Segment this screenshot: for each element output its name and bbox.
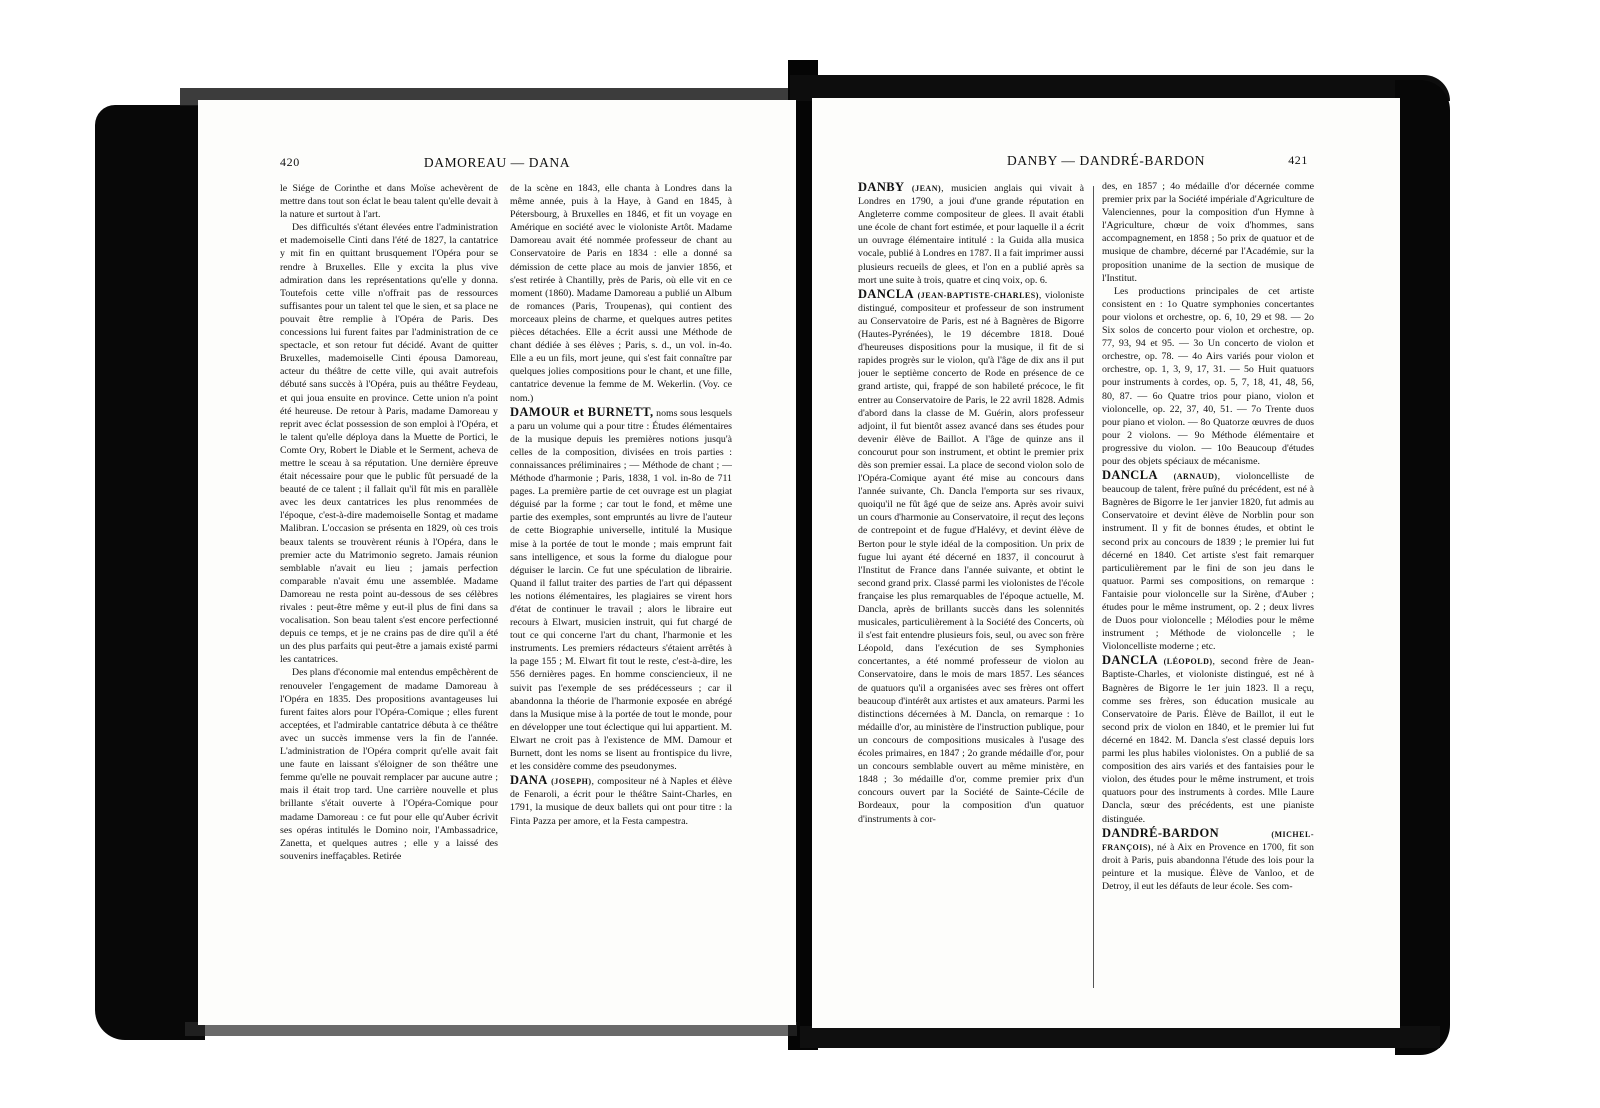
entry-body: , violoncelliste de beaucoup de talent, frère puîné du précédent, est né à Bagnères de Bigorre le 1er janvier 1820, fut admis au Conservatoire et devint élève de Norblin pour son instrument. Il y fit de bonnes études, et obtint le second prix au concours de 1839 ; le premier lui fut décerné en 1840. Cet artiste s'est fait remarquer particulièrement par le fini de son jeu dans le quatuor. Parmi ses compositions, on remarque : Fantaisie pour violoncelle sur la Sirène, d'Auber ; études pour le même instrument, op. 2 ; deux livres de Duos pour violoncelle ; Mélodies pour le même instrument ; Méthode de violoncelle ; le Violoncelliste moderne ; etc. xyxy=(1102,471,1314,653)
dictionary-entry xyxy=(1102,654,1314,825)
entry-headword: DAMOUR et BURNETT, xyxy=(510,404,654,419)
dictionary-entry xyxy=(1102,469,1314,653)
entry-headword: DANCLA xyxy=(858,286,914,301)
left-running-head xyxy=(198,155,796,173)
right-running-head xyxy=(812,153,1400,171)
entry-body: , musicien anglais qui vivait à Londres en 1790, a joui d'une grande réputation en Angleterre comme compositeur de glees. Il avait établi une école de chant fort estimée, et pour laquelle il a écrit un ouvrage élémentaire intitulé : la Guida alla musica vocale, publié à Londres en 1787. Il a fait imprimer aussi plusieurs recueils de glees, et l'on en a publié après sa mort une suite à trois, quatre et cinq voix, op. 6. xyxy=(858,183,1084,286)
left-page-column-2 xyxy=(510,182,732,1015)
dictionary-entry xyxy=(510,774,732,827)
right-page-number: 421 xyxy=(1288,153,1308,167)
left-page-number: 420 xyxy=(280,155,300,169)
paragraph: Les productions principales de cet artiste consistent en : 1o Quatre symphonies concertantes pour violons et orchestre, op. 6, 10, 29 et 98. — 2o Six solos de concerto pour violon et orchestre, op. 77, 93, 94 et 95. — 3o Un concerto de violon et orchestre, op. 78. — 4o Airs variés pour violon et orchestre, op. 1, 3, 9, 17, 31. — 5o Huit quatuors pour instruments à cordes, op. 5, 7, 18, 41, 48, 56, 80, 87. — 6o Quatre trios pour piano, violon et violoncelle, op. 22, 37, 40, 51. — 7o Trente duos pour piano et violon. — 8o Quatorze œuvres de duos pour 2 violons. — 9o Méthode élémentaire et progressive du violon. — 10o Beaucoup d'études pour des objets spéciaux de mécanisme. xyxy=(1102,285,1314,467)
continued-paragraph: des, en 1857 ; 4o médaille d'or décernée comme premier prix par la Société impériale d'Agriculture de Valenciennes, pour la composition d'un Hymne à l'Agriculture, chœur de voix d'hommes, sans accompagnement, en 1858 ; 5o prix de quatuor et de musique de chambre, décerné par l'Académie, sur la proposition unanime de la section de musique de l'Institut. xyxy=(1102,181,1314,284)
left-page-column-1 xyxy=(280,182,498,1015)
left-running-title: DAMOREAU — DANA xyxy=(423,155,571,170)
bottom-right-shadow xyxy=(800,1026,1440,1048)
entry-forename: (LÉOPOLD) xyxy=(1163,657,1213,667)
column-rule xyxy=(1093,186,1094,988)
entry-forename: (JEAN-BAPTISTE-CHARLES) xyxy=(917,290,1039,300)
entry-forename: (MICHEL-FRANÇOIS) xyxy=(1102,829,1314,852)
entry-headword: DANCLA xyxy=(1102,653,1158,668)
entry-headword: DANCLA xyxy=(1102,468,1158,483)
entry-body: , second frère de Jean-Baptiste-Charles, et violoniste distingué, est né à Bagnères de Bigorre le 1er juin 1823. Il a reçu, comme ses frères, son éducation musicale au Conservatoire de Paris. Élève de Baillot, il eut le second prix de violon en 1840, et le premier lui fut décerné en 1842. M. Dancla s'est classé depuis lors parmi les plus habiles violonistes. On a publié de sa composition des airs variés et des fantaisies pour le violon, des études pour le même instrument, et trois quatuors pour des instruments à cordes. Mlle Laure Dancla, sœur des précédents, est une pianiste distinguée. xyxy=(1102,656,1314,825)
dictionary-entry xyxy=(858,288,1084,826)
dictionary-entry xyxy=(858,181,1084,287)
continued-paragraph: de la scène en 1843, elle chanta à Londres dans la même année, puis à la Haye, à Gand en 1845, à Pétersbourg, à Bruxelles en 1846, et fit un voyage en Amérique en société avec le violoniste Artôt. Madame Damoreau avait été nommée professeur de chant au Conservatoire de Paris en 1834 : elle a donné sa démission de cette place au mois de janvier 1856, et s'est retirée à Chantilly, près de Paris, où elle vit en ce moment (1860). Madame Damoreau a publié un Album de romances (Paris, Troupenas), qui contient des morceaux pleins de charme, et quelques autres petites pièces détachées. Elle a écrit aussi une Méthode de chant dédiée à ses élèves ; Paris, s. d., un vol. in-4o. Elle a eu un fils, mort jeune, qui s'est fait connaître par quelques jolies compositions pour le chant, et une fille, cantatrice devenue la femme de M. Wekerlin. (Voy. ce nom.) xyxy=(510,183,732,404)
entry-headword: DANDRÉ-BARDON xyxy=(1102,825,1220,840)
entry-forename: (ARNAUD) xyxy=(1173,472,1218,482)
paragraph: Des plans d'économie mal entendus empêchèrent de renouveler l'engagement de madame Damoreau à l'Opéra en 1835. Des propositions avantageuses lui furent faites alors pour l'Opéra-Comique ; elles furent acceptées, et l'admirable cantatrice débuta à ce théâtre avec un succès immense vers la fin de l'année. L'administration de l'Opéra comprit qu'elle avait fait une faute en laissant s'éloigner de son théâtre une femme qu'elle ne pouvait remplacer par aucune autre ; mais il était trop tard. Une carrière nouvelle et plus brillante s'était ouverte à l'Opéra-Comique pour madame Damoreau : ce fut pour elle qu'Auber écrivit ses opéras intitulés le Domino noir, l'Ambassadrice, Zanetta, et quelques autres ; elle y a laissé des souvenirs ineffaçables. Retirée xyxy=(280,667,498,862)
entry-body: , né à Aix en Provence en 1700, fit son droit à Paris, puis abandonna l'étude des lois pour la peinture et la musique. Élève de Vanloo, et de Detroy, il eut les défauts de leur école. Ses com- xyxy=(1102,841,1314,892)
right-page-column-2 xyxy=(1102,180,1314,1018)
entry-forename: (JOSEPH) xyxy=(551,777,592,787)
right-running-title: DANBY — DANDRÉ-BARDON xyxy=(1006,153,1206,168)
entry-body: , compositeur né à Naples et élève de Fenaroli, a écrit pour le théâtre Saint-Charles, en 1791, la musique de deux ballets qui ont pour titre : la Finta Pazza per amore, et la Festa campestra. xyxy=(510,776,732,827)
entry-body: , violoniste distingué, compositeur et professeur de son instrument au Conservatoire de Paris, est né à Bagnères de Bigorre (Hautes-Pyrénées), le 19 décembre 1818. Doué d'heureuses dispositions pour la musique, il fit de si rapides progrès sur le violon, qu'à l'âge de dix ans il put jouer le septième concerto de Rode en présence de ce grand artiste, qui, frappé de son habileté précoce, le fit entrer au Conservatoire de Paris, le 22 avril 1828. Admis d'abord dans la classe de M. Guérin, alors professeur adjoint, il fut bientôt assez avancé dans ses études pour devenir élève de Baillot. A l'âge de quinze ans il concourut pour son instrument, et obtint le premier prix dès son premier essai. La place de second violon solo de l'Opéra-Comique ayant été mise au concours dans l'année suivante, Ch. Dancla l'emporta sur ses rivaux, quoiqu'il ne fût âgé que de seize ans. Après avoir suivi un cours d'harmonie au Conservatoire, il reçut des leçons de contrepoint et de fugue d'Halévy, et devint élève de Berton pour le style idéal de la composition. Un prix de fugue lui ayant été décerné en 1837, il concourut à l'Institut de France dans l'année suivante, et obtint le second grand prix. Classé parmi les violonistes de l'école française les plus remarquables de l'époque actuelle, M. Dancla, après de brillants succès dans les solennités musicales, particulièrement à la Société des Concerts, où il s'est fait entendre plusieurs fois, seul, ou avec son frère Léopold, dans l'exécution de ses Symphonies concertantes, a été nommé professeur de violon au Conservatoire, dans le mois de mars 1857. Les séances de quatuors qu'il a organisées avec ses frères ont offert beaucoup d'intérêt aux artistes et aux amateurs. Parmi les distinctions décernées à M. Dancla, on remarque : 1o médaille d'or, au ministère de l'instruction publique, pour un concours de compositions musicales à l'usage des écoles primaires, en 1847 ; 2o grande médaille d'or, pour un concours semblable ouvert au même ministère, en 1848 ; 3o médaille d'or, comme premier prix d'un concours ouvert par la Société de Sainte-Cécile de Bordeaux, pour la composition d'un quatuor d'instruments à cor- xyxy=(858,289,1084,825)
left-page xyxy=(198,100,796,1025)
continued-paragraph: le Siége de Corinthe et dans Moïse achevèrent de mettre dans tout son éclat le beau talent qu'elle devait à la nature et surtout à l'art. xyxy=(280,183,498,221)
entry-body: noms sous lesquels a paru un volume qui a pour titre : Études élémentaires de la musique depuis les premières notions jusqu'à celles de la composition, divisées en trois parties : connaissances préliminaires ; — Méthode de chant ; — Méthode d'harmonie ; Paris, 1838, 1 vol. in-8o de 711 pages. La première partie de cet ouvrage est un plagiat déguisé par la forme ; car tout le fond, et même une partie des exemples, sont empruntés au livre de l'auteur de cette Biographie universelle, intitulé la Musique mise à la portée de tout le monde ; mais emprunt fait sans intelligence, et sous la forme du dialogue pour déguiser le larcin. Ce fut une spéculation de librairie. Quand il fallut traiter des parties de l'art qui dépassent les notions élémentaires, les plagiaires se virent hors d'état de continuer le travail ; alors le libraire eut recours à Elwart, musicien instruit, qui fut chargé de tout ce qui concerne l'art du chant, l'harmonie et les instruments. Les premiers rédacteurs s'étaient arrêtés à la page 155 ; M. Elwart fit tout le reste, c'est-à-dire, les 556 dernières pages. En homme consciencieux, il ne suivit pas l'exemple de ses prédécesseurs ; car il abandonna la théorie de l'harmonie exposée en abrégé dans la Musique mise à la portée de tout le monde, pour en développer une tout éclectique qui lui appartient. M. Elwart ne croit pas à l'existence de MM. Damour et Burnett, dont les noms se lisent au frontispice du livre, et les considère comme des pseudonymes. xyxy=(510,407,732,773)
left-book-edge xyxy=(95,105,205,1040)
right-page-column-1 xyxy=(858,180,1084,1018)
paragraph: Des difficultés s'étant élevées entre l'administration et mademoiselle Cinti dans l'été de 1827, la cantatrice y mit fin en quittant brusquement l'Opéra pour se rendre à Bruxelles. Elle y excita la plus vive admiration dans les représentations qu'elle y donna. Toutefois cette ville n'offrait pas de ressources suffisantes pour un talent tel que le sien, et sa place ne pouvait être remplie à l'Opéra de Paris. Des concessions lui furent faites par l'administration de ce spectacle, et son retour fut décidé. Avant de quitter Bruxelles, mademoiselle Cinti épousa Damoreau, acteur du théâtre de cette ville, qui avait autrefois débuté sans succès à l'Opéra, puis au théâtre Feydeau, et qui joua ensuite en province. Cette union n'a point été heureuse. De retour à Paris, madame Damoreau y reprit avec éclat possession de son emploi à l'Opéra, et le talent qu'elle déploya dans la Muette de Portici, le Comte Ory, Robert le Diable et le Serment, acheva de mettre le sceau à sa réputation. Une dernière épreuve était nécessaire pour que le public fût persuadé de la beauté de ce talent ; il fallait qu'il fût mis en parallèle avec les deux cantatrices les plus renommées de l'époque, c'est-à-dire mademoiselle Sontag et madame Malibran. L'occasion se présenta en 1829, où ces trois beaux talents se trouvèrent réunis à l'Opéra, dans le premier acte du Matrimonio segreto. Jamais réunion semblable n'avait eu lieu ; jamais perfection comparable n'avait ému une assemblée. Madame Damoreau ne resta point au-dessous de ses célèbres rivales : peut-être même y eut-il plus de fini dans sa vocalisation. Son beau talent s'est encore perfectionné depuis ce temps, et je ne crains pas de dire qu'il a été un des plus parfaits qui peut-être a jamais existé parmi les cantatrices. xyxy=(280,222,498,666)
entry-headword: DANA xyxy=(510,773,548,788)
entry-forename: (JEAN) xyxy=(911,184,942,193)
right-book-edge xyxy=(1395,80,1450,1055)
dictionary-entry xyxy=(1102,827,1314,893)
right-page xyxy=(812,98,1400,1028)
entry-headword: DANBY xyxy=(858,180,905,194)
dictionary-entry xyxy=(510,406,732,774)
